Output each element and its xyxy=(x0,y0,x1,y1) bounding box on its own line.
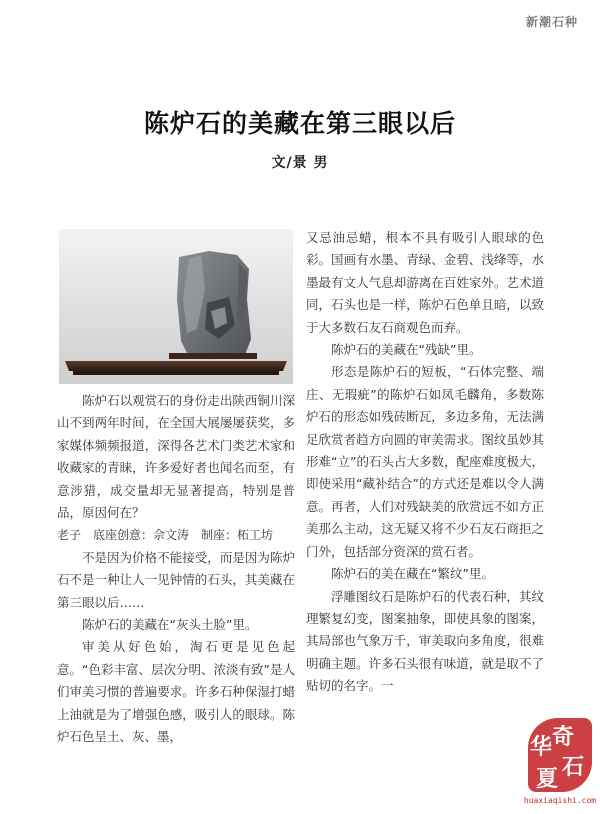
paragraph: 审美从好色始，淘石更是见色起意。“色彩丰富、层次分明、浓淡有致”是人们审美习惯的普遍要求。许多石种保湿打蜡上油就是为了增强色感，吸引人的眼球。陈炉石色呈土、灰、墨， xyxy=(57,639,295,745)
paragraph: 又忌油忌蜡，根本不具有吸引人眼球的色彩。国画有水墨、青绿、金碧、浅绛等，水墨最有文人气息却游离在百姓家外。艺术道同，石头也是一样，陈炉石色单且暗，以致于大多数石友石商观色而弃。 xyxy=(306,230,544,335)
watermark-url: huaxiaqishi.com xyxy=(523,796,597,805)
photo-credit: 老子 底座创意：佘文涛 制座：柘工坊 xyxy=(57,528,274,543)
paragraph: 陈炉石以观赏石的身份走出陕西铜川深山不到两年时间，在全国大展屡屡获奖，多家媒体频频报道，深得各艺术门类艺术家和收藏家的青睐，许多爱好者也闻名而至，有意涉猎，成交量却无显著提高，特别是普品，原因何在？ xyxy=(57,393,295,521)
subheading: 陈炉石的美藏在“灰头土脸”里。 xyxy=(82,617,258,633)
paragraph: 浮雕图纹石是陈炉石的代表石种，其纹理繁复幻变，图案抽象，即使具象的图案，其局部也气象万千，审美取向多角度，很难明确主题。许多石头很有味道，就是取不了贴切的名字。一 xyxy=(306,588,544,694)
stone-photo xyxy=(59,229,293,384)
paragraph: 形态是陈炉石的短板，“石体完整、端庄、无瑕疵”的陈炉石如凤毛麟角，多数陈炉石的形态如残砖断瓦，多边多角，无法满足欣赏者趋方向圆的审美需求。图纹虽妙其形难“立”的石头占大多数，配座难度极大，即使采用“藏补结合”的方式还是难以令人满意。再者，人们对残缺美的欣赏远不如方正美那么主动，这无疑又将不少石友石商拒之门外，包括部分资深的赏石者。 xyxy=(306,364,544,559)
paragraph: 不是因为价格不能接受，而是因为陈炉石不是一种让人一见钟情的石头，其美藏在第三眼以后…… xyxy=(57,549,295,610)
stone-on-stand-image xyxy=(59,229,293,384)
subheading: 陈炉石的美在藏在“繁纹”里。 xyxy=(331,566,494,582)
section-tag: 新潮石种 xyxy=(525,15,578,29)
right-column xyxy=(306,227,544,698)
seal-char: 夏 xyxy=(536,766,559,792)
article-title: 陈炉石的美藏在第三眼以后 xyxy=(143,109,456,138)
seal-char: 奇 xyxy=(552,724,575,750)
seal-char: 石 xyxy=(562,754,585,780)
watermark-logo xyxy=(522,714,598,810)
subheading: 陈炉石的美藏在“残缺”里。 xyxy=(331,342,482,358)
left-column xyxy=(57,390,295,749)
article-author: 文/景 男 xyxy=(271,155,329,171)
seal-char: 华 xyxy=(530,734,553,760)
